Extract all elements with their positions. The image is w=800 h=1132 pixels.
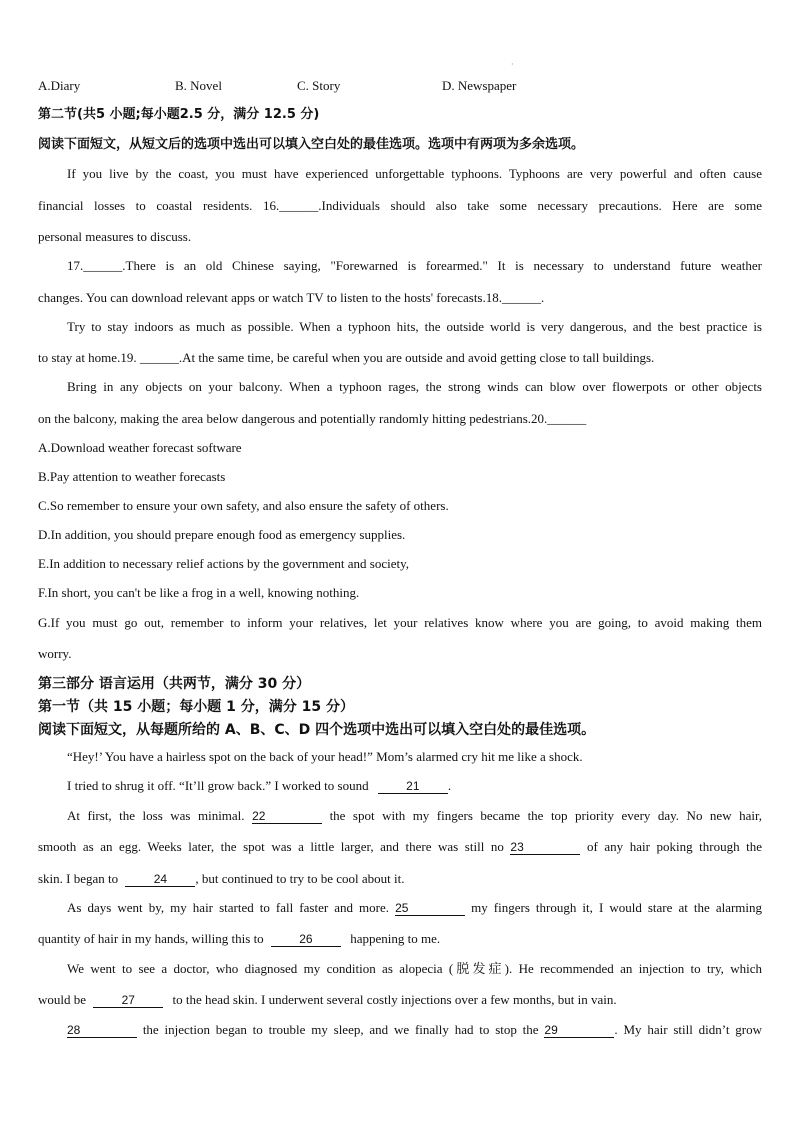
passage-line: At first, the loss was minimal. 22 the spot with my fingers became the top priority every day. No new hair, bbox=[67, 808, 763, 823]
passage-line: 28 the injection began to trouble my sleep, and we finally had to stop the 29 . My hair still didn’t grow bbox=[67, 1022, 763, 1037]
section2-instruction: 阅读下面短文，从短文后的选项中选出可以填入空白处的最佳选项。选项中有两项为多余选项。 bbox=[38, 137, 585, 152]
option-b-novel: B. Novel bbox=[175, 78, 222, 93]
blank-22: 22 bbox=[252, 809, 322, 824]
passage-line: would be 27 to the head skin. I underwent several costly injections over a few months, but in vain. bbox=[38, 992, 617, 1007]
passage-line: on the balcony, making the area below dangerous and potentially randomly hitting pedestrians.20.______ bbox=[38, 411, 587, 426]
passage-line: Try to stay indoors as much as possible. When a typhoon hits, the outside world is very dangerous, and the best practice is bbox=[67, 319, 762, 334]
passage-line: quantity of hair in my hands, willing this to 26 happening to me. bbox=[38, 931, 441, 946]
blank-28: 28 bbox=[67, 1023, 137, 1038]
option-a-diary: A.Diary bbox=[38, 78, 81, 93]
blank-25: 25 bbox=[395, 901, 465, 916]
part3-section1-heading: 第一节（共 15 小题；每小题 1 分，满分 15 分） bbox=[38, 699, 354, 715]
blank-26: 26 bbox=[271, 932, 341, 947]
answer-option: A.Download weather forecast software bbox=[38, 440, 242, 455]
blank-29: 29 bbox=[544, 1023, 614, 1038]
blank-27: 27 bbox=[93, 993, 163, 1008]
passage-line: skin. I began to 24 , but continued to try to be cool about it. bbox=[38, 871, 405, 886]
answer-option: D.In addition, you should prepare enough food as emergency supplies. bbox=[38, 527, 406, 542]
scan-dot: · bbox=[511, 60, 514, 69]
part3-heading: 第三部分 语言运用（共两节，满分 30 分） bbox=[38, 676, 311, 692]
option-d-newspaper: D. Newspaper bbox=[442, 78, 517, 93]
blank-23: 23 bbox=[510, 840, 580, 855]
passage-line: personal measures to discuss. bbox=[38, 229, 192, 244]
passage-line: If you live by the coast, you must have experienced unforgettable typhoons. Typhoons are very powerful and often cause bbox=[67, 166, 762, 181]
answer-option: C.So remember to ensure your own safety, and also ensure the safety of others. bbox=[38, 498, 449, 513]
passage-line: I tried to shrug it off. “It’ll grow back.” I worked to sound 21 . bbox=[67, 778, 452, 793]
passage-line: financial losses to coastal residents. 16.______.Individuals should also take some necessary precautions. Here are some bbox=[38, 198, 762, 213]
blank-21: 21 bbox=[378, 779, 448, 794]
passage-line: changes. You can download relevant apps or watch TV to listen to the hosts' forecasts.18.______. bbox=[38, 290, 545, 305]
passage-line: 17.______.There is an old Chinese saying, "Forewarned is forearmed." It is necessary to understand future weather bbox=[67, 258, 762, 273]
part3-instruction: 阅读下面短文，从每题所给的 A、B、C、D 四个选项中选出可以填入空白处的最佳选项。 bbox=[38, 722, 596, 738]
passage-line: Bring in any objects on your balcony. When a typhoon rages, the strong winds can blow over flowerpots or other objects bbox=[67, 379, 762, 394]
passage-line: to stay at home.19. ______.At the same time, be careful when you are outside and avoid getting close to tall buildings. bbox=[38, 350, 655, 365]
passage-line: smooth as an egg. Weeks later, the spot was a little larger, and there was still no 23 of any hair poking through the bbox=[38, 839, 763, 854]
passage-line: As days went by, my hair started to fall faster and more. 25 my fingers through it, I would stare at the alarming bbox=[67, 900, 763, 915]
answer-option: F.In short, you can't be like a frog in a well, knowing nothing. bbox=[38, 585, 360, 600]
answer-option-continued: worry. bbox=[38, 646, 72, 661]
answer-option: B.Pay attention to weather forecasts bbox=[38, 469, 226, 484]
section2-heading: 第二节(共5 小题;每小题2.5 分，满分 12.5 分) bbox=[38, 107, 320, 122]
answer-option: E.In addition to necessary relief actions by the government and society, bbox=[38, 556, 409, 571]
passage-line: “Hey!’ You have a hairless spot on the back of your head!” Mom’s alarmed cry hit me like a shock. bbox=[67, 749, 583, 764]
option-c-story: C. Story bbox=[297, 78, 341, 93]
answer-option: G.If you must go out, remember to inform your relatives, let your relatives know where you are going, to avoid making them bbox=[38, 615, 762, 630]
blank-24: 24 bbox=[125, 872, 195, 887]
passage-line: We went to see a doctor, who diagnosed my condition as alopecia (脱发症). He recommended an injection to try, which bbox=[67, 961, 762, 976]
